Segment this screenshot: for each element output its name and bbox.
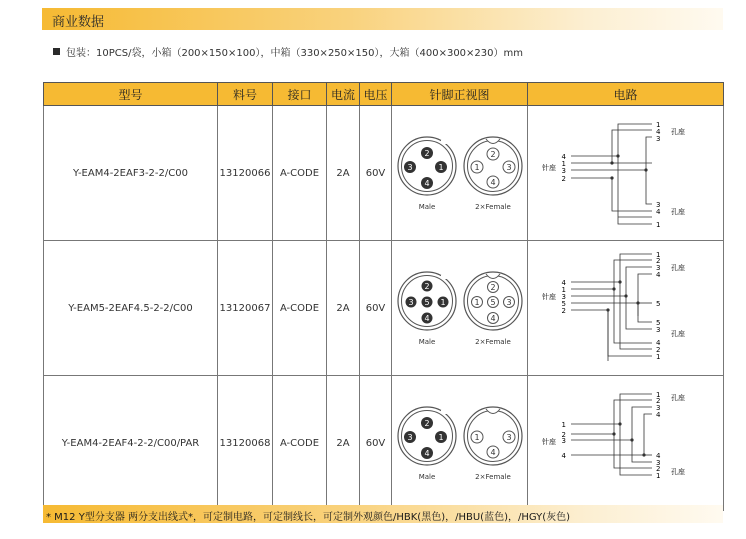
circuit-cell [528, 106, 724, 241]
svg-text:2: 2 [656, 257, 661, 265]
socket-label: 孔座 [671, 330, 685, 338]
part-cell: 13120066 [218, 106, 273, 241]
female-label: 2×Female [475, 473, 511, 481]
svg-text:1: 1 [440, 298, 446, 307]
svg-text:3: 3 [561, 167, 566, 175]
pin-view-cell [392, 241, 528, 376]
footnote-text: * M12 Y型分支器 两分支出线式*，可定制电路，可定制线长，可定制外观颜色/HBK(黑色)，/HBU(蓝色)，/HGY(灰色) [46, 512, 571, 523]
svg-text:1: 1 [438, 163, 444, 172]
female-connector-icon [464, 137, 522, 195]
svg-text:2: 2 [424, 149, 430, 158]
svg-text:2: 2 [656, 397, 661, 405]
svg-text:2: 2 [656, 465, 661, 473]
svg-text:1: 1 [656, 121, 661, 129]
svg-text:4: 4 [561, 153, 566, 161]
svg-text:3: 3 [407, 433, 413, 442]
svg-text:4: 4 [561, 452, 566, 460]
header-voltage: 电压 [360, 83, 392, 106]
part-cell: 13120068 [218, 376, 273, 511]
socket-label: 孔座 [671, 394, 685, 402]
current-cell: 2A [327, 376, 360, 511]
svg-text:1: 1 [474, 298, 480, 307]
packaging-text: 包装：10PCS/袋，小箱（200×150×100），中箱（330×250×150），大箱（400×300×230）mm [66, 48, 523, 59]
interface-cell: A-CODE [273, 241, 327, 376]
svg-text:4: 4 [490, 448, 496, 457]
svg-text:3: 3 [656, 264, 661, 272]
svg-text:4: 4 [490, 178, 496, 187]
svg-text:5: 5 [561, 300, 566, 308]
male-connector-icon [398, 272, 456, 330]
svg-text:4: 4 [424, 314, 430, 323]
circuit-diagram [528, 241, 724, 372]
female-connector-icon [464, 407, 522, 465]
pin-seat-label: 针座 [542, 438, 556, 446]
model-cell: Y-EAM4-2EAF3-2-2/C00 [44, 106, 218, 241]
svg-text:4: 4 [424, 449, 430, 458]
svg-text:1: 1 [656, 353, 661, 361]
model-cell: Y-EAM4-2EAF4-2-2/C00/PAR [44, 376, 218, 511]
svg-text:2: 2 [424, 419, 430, 428]
current-cell: 2A [327, 106, 360, 241]
current-cell: 2A [327, 241, 360, 376]
male-label: Male [418, 203, 436, 211]
svg-text:5: 5 [424, 298, 430, 307]
female-connector-icon [464, 272, 522, 330]
svg-text:5: 5 [656, 300, 661, 308]
section-title: 商业数据 [52, 15, 105, 30]
packaging-info [53, 44, 523, 59]
svg-text:3: 3 [506, 433, 512, 442]
circuit-cell [528, 376, 724, 511]
male-connector-icon [398, 407, 456, 465]
socket-label: 孔座 [671, 468, 685, 476]
svg-text:1: 1 [656, 221, 661, 229]
svg-text:4: 4 [656, 271, 661, 279]
male-label: Male [418, 473, 436, 481]
svg-text:2: 2 [561, 307, 566, 315]
male-label: Male [418, 338, 436, 346]
header-pin-view: 针脚正视图 [392, 83, 528, 106]
svg-text:1: 1 [561, 286, 566, 294]
svg-text:1: 1 [438, 433, 444, 442]
socket-label: 孔座 [671, 264, 685, 272]
product-table [43, 82, 724, 511]
pin-seat-label: 针座 [542, 164, 556, 172]
svg-text:2: 2 [656, 346, 661, 354]
bullet-square-icon [53, 48, 60, 55]
svg-text:1: 1 [561, 421, 566, 429]
svg-text:4: 4 [424, 179, 430, 188]
svg-text:3: 3 [408, 298, 414, 307]
header-circuit: 电路 [528, 83, 724, 106]
svg-text:2: 2 [561, 431, 566, 439]
voltage-cell: 60V [360, 106, 392, 241]
svg-text:3: 3 [656, 135, 661, 143]
svg-text:2: 2 [490, 150, 496, 159]
header-model: 型号 [44, 83, 218, 106]
svg-text:3: 3 [656, 459, 661, 467]
svg-text:3: 3 [656, 326, 661, 334]
svg-text:3: 3 [506, 163, 512, 172]
svg-text:4: 4 [656, 452, 661, 460]
svg-text:3: 3 [656, 201, 661, 209]
section-header [42, 8, 723, 30]
svg-text:1: 1 [656, 391, 661, 399]
svg-text:1: 1 [656, 251, 661, 259]
socket-label: 孔座 [671, 128, 685, 136]
interface-cell: A-CODE [273, 376, 327, 511]
pin-view-diagram [392, 241, 528, 372]
header-part-number: 料号 [218, 83, 273, 106]
pin-view-cell [392, 376, 528, 511]
female-label: 2×Female [475, 338, 511, 346]
svg-text:5: 5 [490, 298, 496, 307]
pin-view-cell [392, 106, 528, 241]
svg-text:4: 4 [656, 411, 661, 419]
svg-text:2: 2 [561, 175, 566, 183]
svg-text:1: 1 [474, 163, 480, 172]
circuit-cell [528, 241, 724, 376]
table-header-row [44, 83, 724, 106]
svg-text:4: 4 [656, 339, 661, 347]
model-cell: Y-EAM5-2EAF4.5-2-2/C00 [44, 241, 218, 376]
pin-seat-label: 针座 [542, 293, 556, 301]
svg-text:3: 3 [506, 298, 512, 307]
voltage-cell: 60V [360, 376, 392, 511]
svg-text:5: 5 [656, 319, 661, 327]
svg-text:1: 1 [561, 160, 566, 168]
socket-label: 孔座 [671, 208, 685, 216]
interface-cell: A-CODE [273, 106, 327, 241]
header-current: 电流 [327, 83, 360, 106]
header-interface: 接口 [273, 83, 327, 106]
table-row [44, 376, 724, 511]
svg-text:4: 4 [490, 314, 496, 323]
svg-text:3: 3 [656, 404, 661, 412]
svg-text:3: 3 [561, 437, 566, 445]
svg-text:2: 2 [424, 282, 430, 291]
svg-text:2: 2 [490, 283, 496, 292]
table-row [44, 106, 724, 241]
svg-text:4: 4 [561, 279, 566, 287]
footnote-bar [43, 505, 723, 523]
svg-text:3: 3 [561, 293, 566, 301]
table-row [44, 241, 724, 376]
voltage-cell: 60V [360, 241, 392, 376]
pin-view-diagram [392, 106, 528, 237]
svg-text:3: 3 [407, 163, 413, 172]
circuit-diagram [528, 376, 724, 507]
svg-text:4: 4 [656, 208, 661, 216]
svg-text:4: 4 [656, 128, 661, 136]
svg-text:1: 1 [474, 433, 480, 442]
female-label: 2×Female [475, 203, 511, 211]
svg-text:1: 1 [656, 472, 661, 480]
part-cell: 13120067 [218, 241, 273, 376]
male-connector-icon [398, 137, 456, 195]
pin-view-diagram [392, 376, 528, 507]
circuit-diagram [528, 106, 724, 237]
